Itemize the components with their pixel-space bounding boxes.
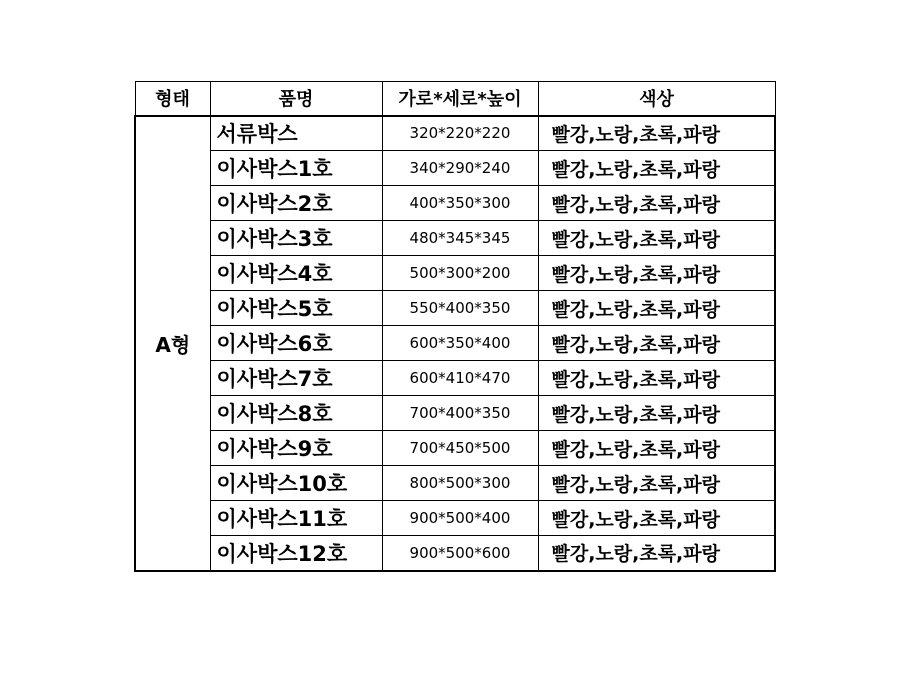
- header-color: 색상: [538, 82, 775, 116]
- dimension-cell: 600*410*470: [382, 361, 538, 396]
- product-name-cell: 이사박스7호: [210, 361, 382, 396]
- table-row: [135, 536, 775, 571]
- product-name-cell: 이사박스1호: [210, 151, 382, 186]
- product-name-cell: 이사박스6호: [210, 326, 382, 361]
- table-row: [135, 116, 775, 151]
- header-row: [135, 82, 775, 116]
- table-row: [135, 466, 775, 501]
- color-cell: 빨강,노랑,초록,파랑: [538, 116, 775, 151]
- color-cell: 빨강,노랑,초록,파랑: [538, 396, 775, 431]
- table-row: [135, 221, 775, 256]
- dimension-cell: 900*500*600: [382, 536, 538, 571]
- table-row: [135, 361, 775, 396]
- color-cell: 빨강,노랑,초록,파랑: [538, 326, 775, 361]
- product-name-cell: 이사박스10호: [210, 466, 382, 501]
- header-size: 가로*세로*높이: [382, 82, 538, 116]
- table-header: [135, 82, 775, 116]
- table-row: [135, 326, 775, 361]
- product-spec-table: [134, 81, 776, 572]
- table-row: [135, 186, 775, 221]
- color-cell: 빨강,노랑,초록,파랑: [538, 501, 775, 536]
- product-name-cell: 이사박스2호: [210, 186, 382, 221]
- product-name-cell: 이사박스12호: [210, 536, 382, 571]
- dimension-cell: 320*220*220: [382, 116, 538, 151]
- type-cell: A형: [135, 116, 210, 571]
- product-name-cell: 이사박스5호: [210, 291, 382, 326]
- product-name-cell: 이사박스3호: [210, 221, 382, 256]
- color-cell: 빨강,노랑,초록,파랑: [538, 361, 775, 396]
- header-type: 형태: [135, 82, 210, 116]
- dimension-cell: 500*300*200: [382, 256, 538, 291]
- color-cell: 빨강,노랑,초록,파랑: [538, 291, 775, 326]
- header-name: 품명: [210, 82, 382, 116]
- table-row: [135, 151, 775, 186]
- color-cell: 빨강,노랑,초록,파랑: [538, 466, 775, 501]
- product-name-cell: 이사박스11호: [210, 501, 382, 536]
- dimension-cell: 700*450*500: [382, 431, 538, 466]
- dimension-cell: 900*500*400: [382, 501, 538, 536]
- product-name-cell: 이사박스4호: [210, 256, 382, 291]
- table-row: [135, 501, 775, 536]
- table-row: [135, 256, 775, 291]
- dimension-cell: 400*350*300: [382, 186, 538, 221]
- table-row: [135, 431, 775, 466]
- color-cell: 빨강,노랑,초록,파랑: [538, 186, 775, 221]
- color-cell: 빨강,노랑,초록,파랑: [538, 151, 775, 186]
- product-name-cell: 이사박스9호: [210, 431, 382, 466]
- dimension-cell: 550*400*350: [382, 291, 538, 326]
- product-spec-sheet: [134, 81, 774, 572]
- table-row: [135, 396, 775, 431]
- dimension-cell: 600*350*400: [382, 326, 538, 361]
- product-name-cell: 서류박스: [210, 116, 382, 151]
- table-body: [135, 116, 775, 571]
- color-cell: 빨강,노랑,초록,파랑: [538, 536, 775, 571]
- table-row: [135, 291, 775, 326]
- dimension-cell: 700*400*350: [382, 396, 538, 431]
- dimension-cell: 800*500*300: [382, 466, 538, 501]
- color-cell: 빨강,노랑,초록,파랑: [538, 431, 775, 466]
- dimension-cell: 480*345*345: [382, 221, 538, 256]
- product-name-cell: 이사박스8호: [210, 396, 382, 431]
- dimension-cell: 340*290*240: [382, 151, 538, 186]
- color-cell: 빨강,노랑,초록,파랑: [538, 256, 775, 291]
- color-cell: 빨강,노랑,초록,파랑: [538, 221, 775, 256]
